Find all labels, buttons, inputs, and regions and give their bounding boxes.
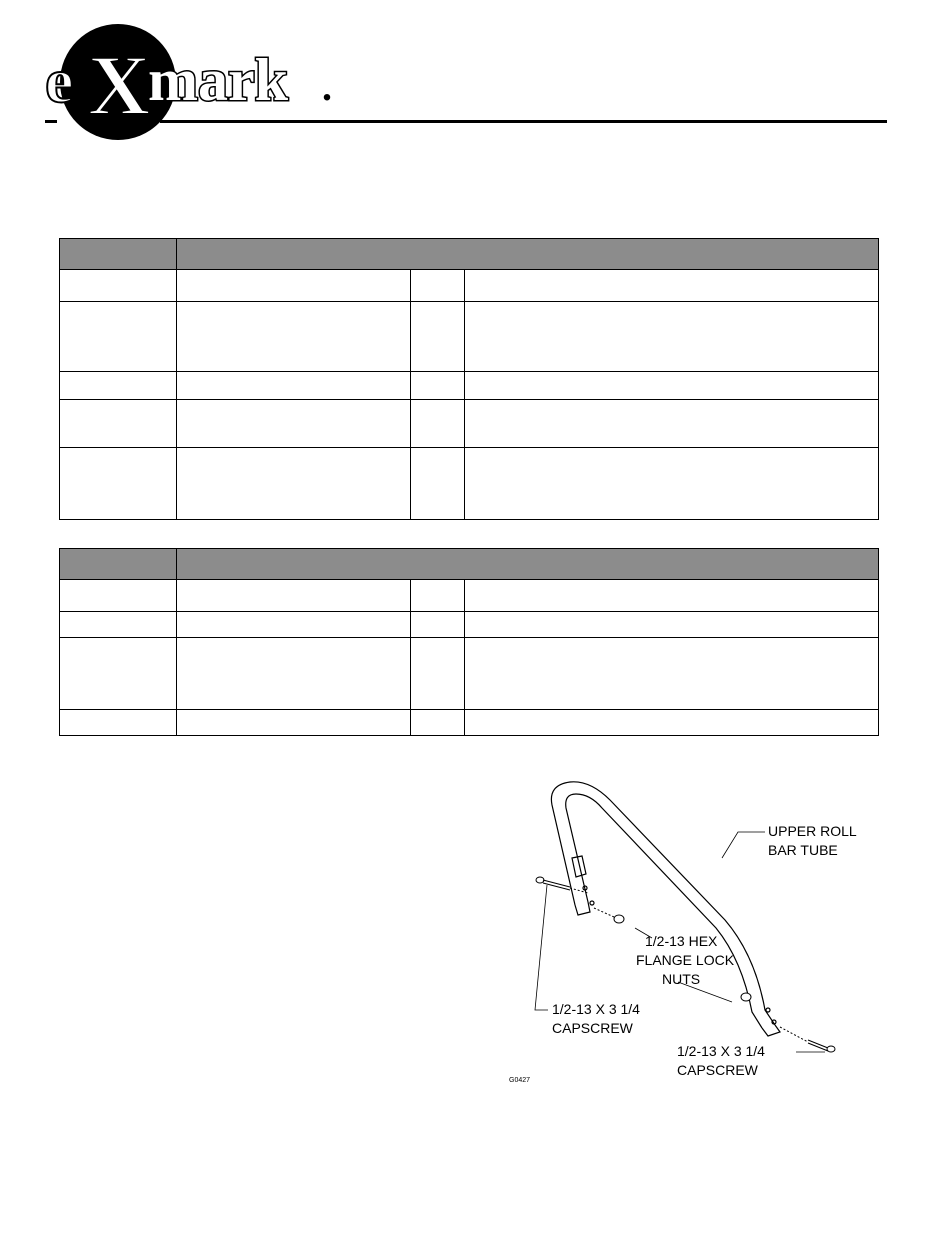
table-cell xyxy=(411,612,465,638)
table-cell xyxy=(60,710,177,736)
table-cell xyxy=(60,638,177,710)
upper-nut-drawing xyxy=(594,908,624,923)
table-cell xyxy=(465,612,879,638)
table-cell xyxy=(60,448,177,520)
table-cell xyxy=(177,448,411,520)
logo-dot: . xyxy=(322,64,332,109)
table-cell xyxy=(60,400,177,448)
lower-nut-drawing xyxy=(741,993,751,1001)
table-cell xyxy=(465,302,879,372)
table-cell xyxy=(411,372,465,400)
table-cell xyxy=(411,400,465,448)
label-hex-nuts-line1: 1/2-13 HEX xyxy=(645,933,718,949)
table-cell xyxy=(465,448,879,520)
table-row xyxy=(60,400,879,448)
table-cell xyxy=(465,710,879,736)
header-rule-left xyxy=(45,120,57,123)
label-right-capscrew-line2: CAPSCREW xyxy=(677,1062,758,1078)
left-capscrew-drawing xyxy=(536,877,588,893)
table-cell xyxy=(177,400,411,448)
table-cell xyxy=(60,302,177,372)
table-header-row xyxy=(60,549,879,580)
table-cell xyxy=(411,710,465,736)
table-row xyxy=(60,270,879,302)
table-cell xyxy=(177,372,411,400)
logo-letter-e: e xyxy=(45,45,74,116)
table-row xyxy=(60,710,879,736)
table-cell xyxy=(411,270,465,302)
table-row xyxy=(60,638,879,710)
header-rule xyxy=(160,120,887,123)
label-upper-roll-bar-tube-line1: UPPER ROLL xyxy=(768,823,857,839)
table-header-cell xyxy=(177,549,879,580)
table-cell xyxy=(177,302,411,372)
table-header-cell xyxy=(177,239,879,270)
table-row xyxy=(60,302,879,372)
table-cell xyxy=(177,710,411,736)
roll-bar-diagram xyxy=(490,770,890,1100)
table-cell xyxy=(465,638,879,710)
table-row xyxy=(60,448,879,520)
table-cell xyxy=(177,270,411,302)
label-right-capscrew-line1: 1/2-13 X 3 1/4 xyxy=(677,1043,765,1059)
table-cell xyxy=(465,270,879,302)
table-cell xyxy=(411,448,465,520)
table-header-cell xyxy=(60,549,177,580)
logo-word-mark: mark xyxy=(148,47,288,113)
label-left-capscrew-line2: CAPSCREW xyxy=(552,1020,633,1036)
table-cell xyxy=(177,580,411,612)
parts-table-2 xyxy=(59,548,879,736)
logo-letter-x: X xyxy=(88,37,151,133)
table-header-cell xyxy=(60,239,177,270)
label-hex-nuts-line2: FLANGE LOCK xyxy=(636,952,735,968)
table-cell xyxy=(177,638,411,710)
parts-table-1 xyxy=(59,238,879,520)
figure-code: G0427 xyxy=(509,1077,531,1084)
table-cell xyxy=(465,580,879,612)
table-cell xyxy=(465,400,879,448)
table-row xyxy=(60,612,879,638)
table-cell xyxy=(411,580,465,612)
table-cell xyxy=(60,580,177,612)
table-row xyxy=(60,372,879,400)
label-hex-nuts-line3: NUTS xyxy=(662,971,701,987)
table-cell xyxy=(411,638,465,710)
label-upper-roll-bar-tube-line2: BAR TUBE xyxy=(768,842,838,858)
table-cell xyxy=(60,372,177,400)
table-cell xyxy=(60,270,177,302)
exmark-logo xyxy=(40,22,340,146)
right-capscrew-drawing xyxy=(780,1027,835,1052)
label-left-capscrew-line1: 1/2-13 X 3 1/4 xyxy=(552,1001,640,1017)
table-cell xyxy=(60,612,177,638)
table-cell xyxy=(411,302,465,372)
table-row xyxy=(60,580,879,612)
table-cell xyxy=(177,612,411,638)
table-cell xyxy=(465,372,879,400)
table-header-row xyxy=(60,239,879,270)
